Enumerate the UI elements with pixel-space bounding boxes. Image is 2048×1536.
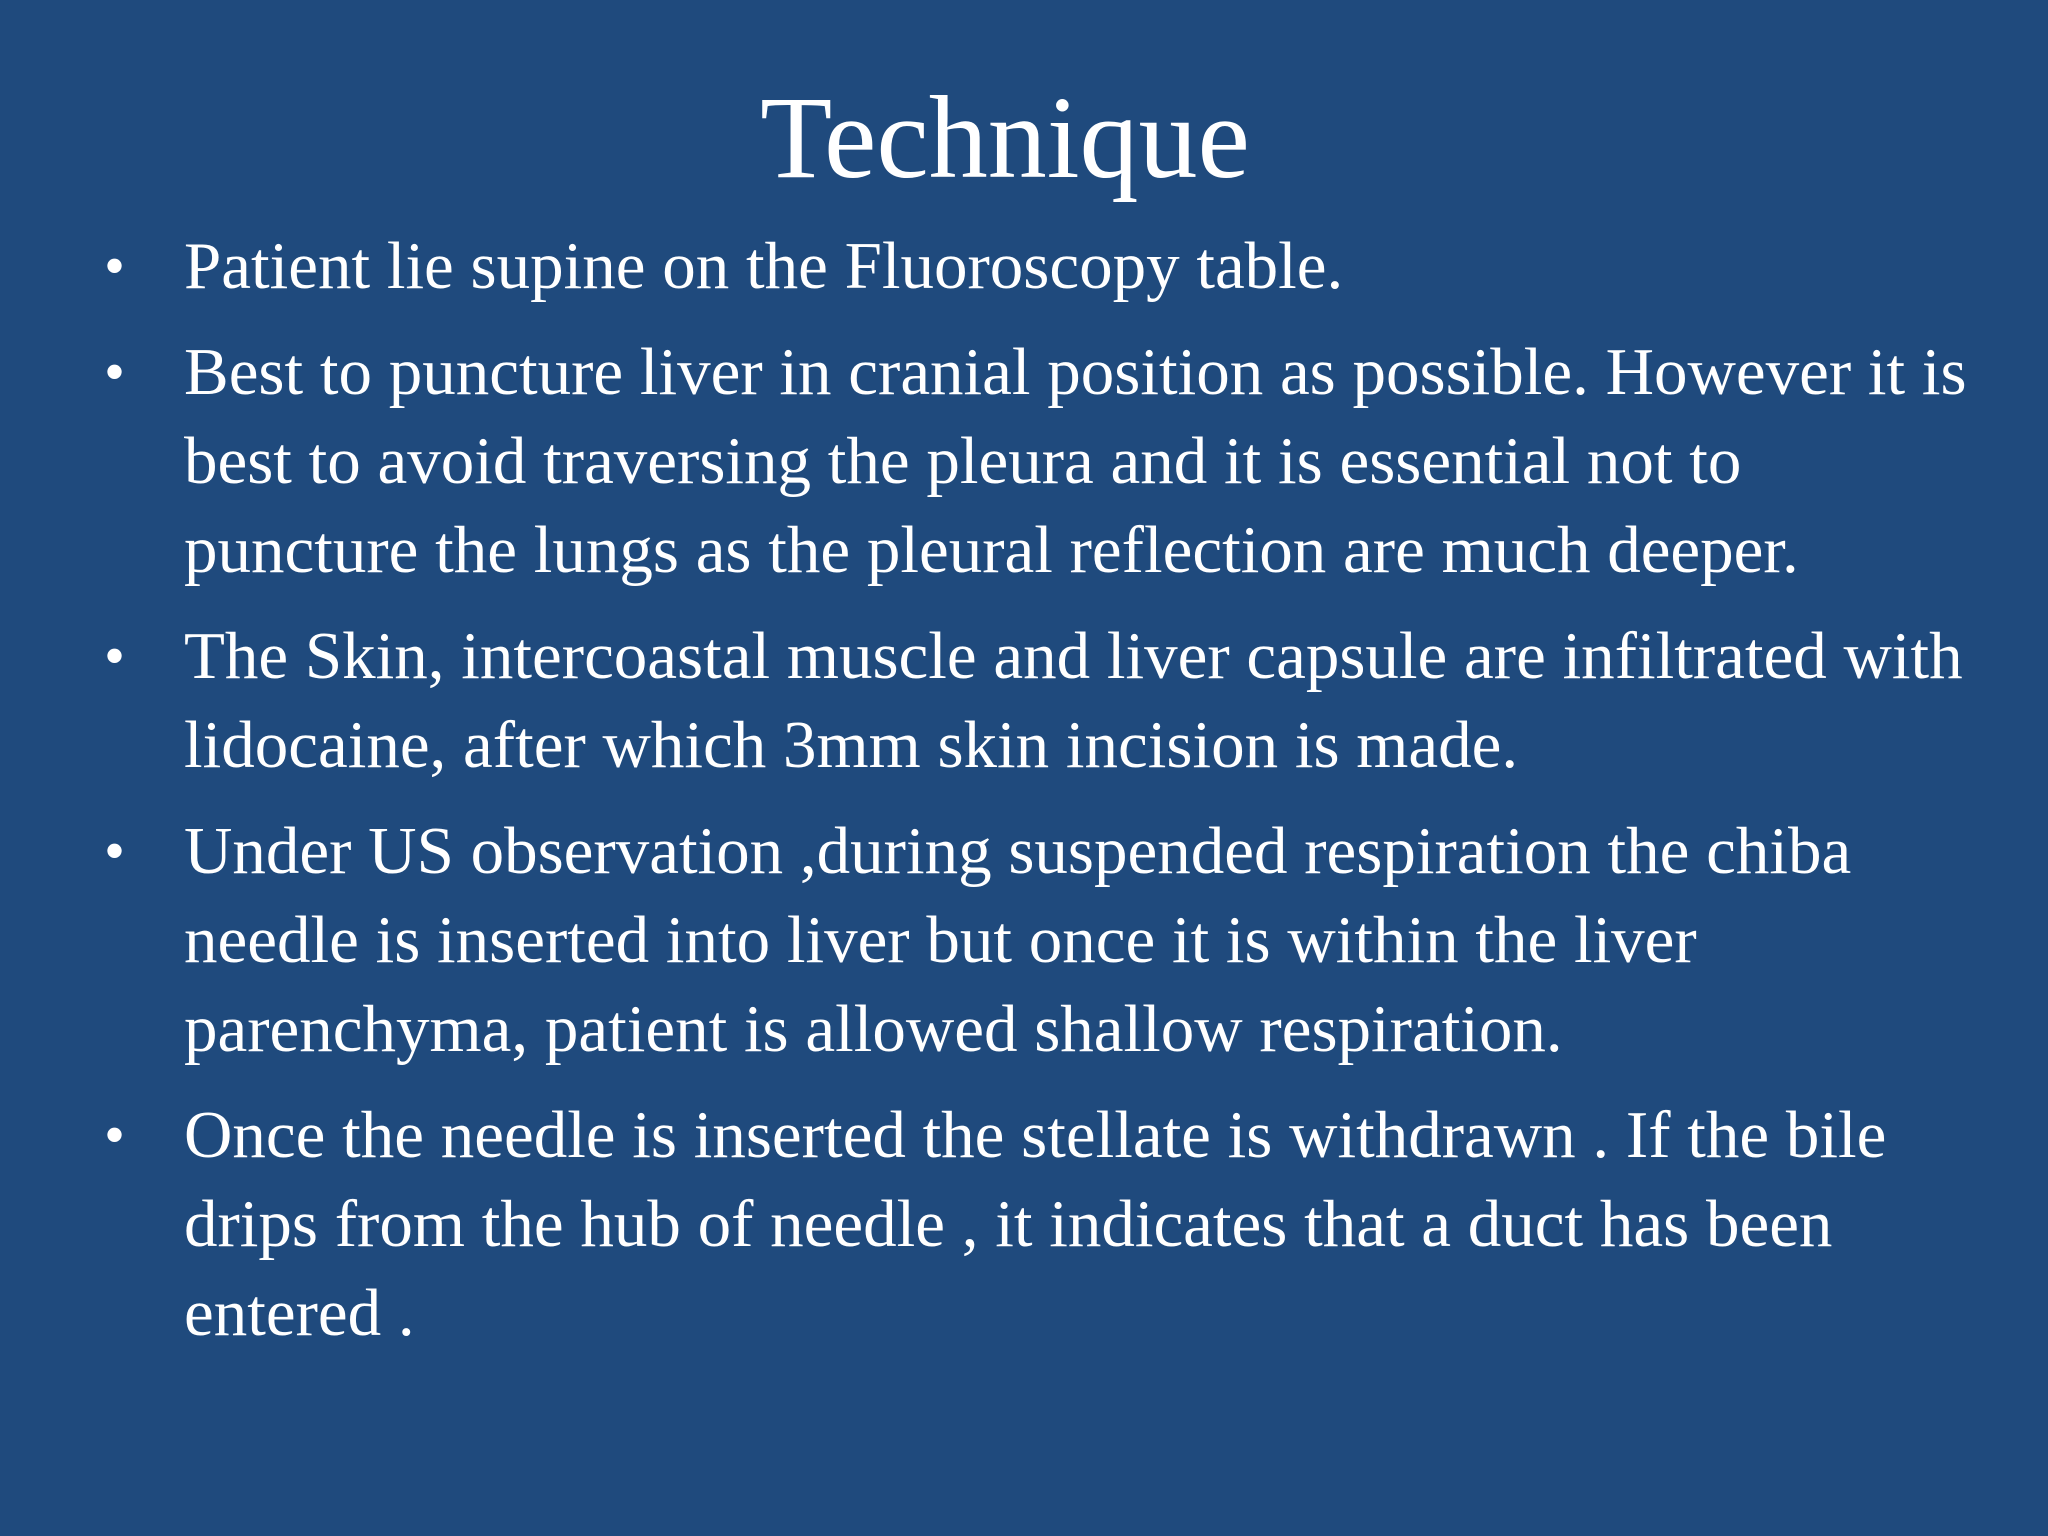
bullet-text: Under US observation ,during suspended respiration the chiba needle is inserted into liver but once it is within the liver parenchyma, patient is allowed shallow respiration. <box>184 814 1852 1066</box>
bullet-point-icon: • <box>104 233 126 299</box>
bullet-item <box>0 807 2048 1074</box>
bullet-point-icon: • <box>104 1102 126 1168</box>
bullet-point-icon: • <box>104 818 126 884</box>
bullet-list <box>0 222 2048 1375</box>
bullet-item <box>0 222 2048 311</box>
bullet-text: The Skin, intercoastal muscle and liver capsule are infiltrated with lidocaine, after which 3mm skin incision is made. <box>184 619 1963 782</box>
bullet-item <box>0 1091 2048 1358</box>
bullet-item <box>0 612 2048 790</box>
slide-title: Technique <box>760 72 1250 203</box>
bullet-text: Best to puncture liver in cranial position as possible. However it is best to avoid traversing the pleura and it is essential not to puncture the lungs as the pleural reflection are much deeper. <box>184 335 1967 587</box>
bullet-point-icon: • <box>104 339 126 405</box>
bullet-text: Patient lie supine on the Fluoroscopy table. <box>184 229 1344 303</box>
bullet-point-icon: • <box>104 623 126 689</box>
bullet-text: Once the needle is inserted the stellate is withdrawn . If the bile drips from the hub of needle , it indicates that a duct has been entered . <box>184 1098 1887 1350</box>
bullet-item <box>0 328 2048 595</box>
